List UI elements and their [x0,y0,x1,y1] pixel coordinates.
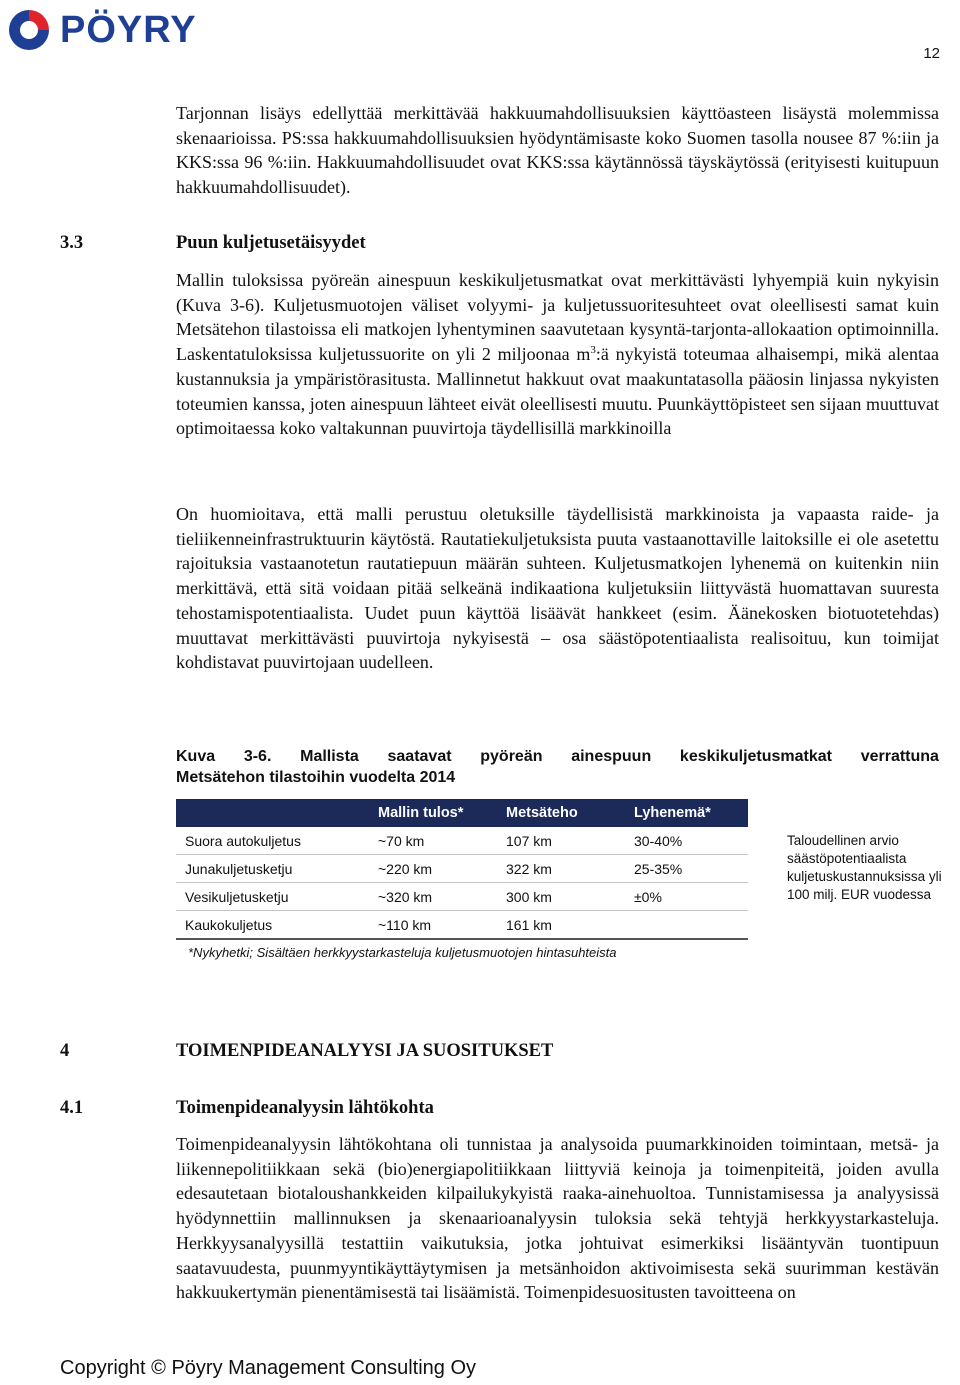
table-footnote: *Nykyhetki; Sisältäen herkkyystarkasteluja kuljetusmuotojen hintasuhteista [188,945,617,960]
caption-word: ainespuun [571,748,652,765]
transport-distance-table [176,799,748,940]
table-row [176,911,748,940]
poyry-logo [4,6,244,54]
caption-word: keskikuljetusmatkat [679,748,832,765]
p1-text-b: :ä nykyistä toteumaa alhaisempi, mikä alentaa kustannuksia ja ympäristörasitusta. Mallinnetut hakkuut ovat maakuntatasolla pääosin linjassa nykyisten toteumien kanssa, joten ainespuun lähteet eivät oleellisesti muutu. Puunkäyttöpisteet sen sijaan muuttuvat optimoitaessa koko valtakunnan puuvirtoja täydellisillä markkinoilla [176,344,939,439]
intro-paragraph: Tarjonnan lisäys edellyttää merkittävää hakkuumahdollisuuksien käyttöasteen lisäystä molemmissa skenaarioissa. PS:ssa hakkuumahdollisuuksien hyödyntämisaste koko Suomen tasolla nousee 87 %:iin ja KKS:ssa 96 %:iin. Hakkuumahdollisuudet ovat KKS:ssa käytännössä täyskäytössä (erityisesti kuitupuun hakkuumahdollisuudet). [176,103,939,198]
note-line: 100 milj. EUR vuodessa [787,887,932,902]
table-cell: ~110 km [378,911,506,940]
savings-note [787,832,960,904]
table-cell: 30-40% [634,827,748,855]
section-number: 3.3 [60,233,84,253]
table-cell: ~320 km [378,883,506,911]
caption-word: pyöreän [480,748,543,765]
table-cell: 107 km [506,827,634,855]
note-line: kuljetuskustannuksissa yli [787,869,942,884]
section-title: Puun kuljetusetäisyydet [176,233,366,253]
note-line: Taloudellinen arvio [787,833,899,848]
table-cell: 300 km [506,883,634,911]
table-cell: Junakuljetusketju [176,855,378,883]
chapter-title: TOIMENPIDEANALYYSI JA SUOSITUKSET [176,1041,554,1061]
table-header-row [176,799,748,827]
chapter-number: 4 [60,1041,70,1061]
table-row [176,827,748,855]
table-row [176,883,748,911]
caption-word: Kuva [176,748,216,765]
table-cell: ~70 km [378,827,506,855]
table-cell: Suora autokuljetus [176,827,378,855]
figure-caption [176,746,939,788]
section-title: Toimenpideanalyysin lähtökohta [176,1098,434,1118]
figure-3-6 [176,799,960,964]
caption-word: 3-6. [243,748,272,765]
table-cell [634,911,748,940]
logo-text: PÖYRY [60,9,197,51]
table-cell: ±0% [634,883,748,911]
section-paragraph-2: On huomioitava, että malli perustuu oletuksille täydellisistä markkinoista ja vapaasta raide- ja tieliikenneinfrastruktuurin käytöstä. Rautatiekuljetuksista puuta vastaanottaville laitoksille ei ole asetettu rajoituksia vastaanotetun rautatiepuun määrän suhteen. Kuljetusmatkojen lyhenemä on kuitenkin niin merkittävä, että sitä voidaan pitää selkeänä indikaationa kuljetuksiin liittyvästä huomattavan suuresta tehostamispotentiaalista. Uudet puun käyttöä lisäävät hankkeet (esim. Äänekosken biotuotetehdas) muuttavat merkittävästi puuvirtoja nykyisestä – osa säästöpotentiaalista realisoituu, kun toimijat kohdistavat puuvirtojaan uudelleen. [176,504,939,673]
footer-copyright: Copyright © Pöyry Management Consulting Oy [60,1357,477,1379]
table-header-cell: Lyhenemä* [634,799,748,827]
caption-word: saatavat [387,748,452,765]
caption-line-2: Metsätehon tilastoihin vuodelta 2014 [176,769,456,786]
table-header-cell: Metsäteho [506,799,634,827]
caption-word: Mallista [300,748,359,765]
table-row [176,855,748,883]
poyry-logo-icon [4,6,54,54]
note-line: säästöpotentiaalista [787,851,907,866]
table-cell: 322 km [506,855,634,883]
p1-superscript: 3 [590,344,596,357]
table-cell: Kaukokuljetus [176,911,378,940]
table-header-cell [176,799,378,827]
page-number: 12 [923,45,940,62]
caption-word: verrattuna [860,748,939,765]
table-cell: Vesikuljetusketju [176,883,378,911]
p1-text-a: Mallin tuloksissa pyöreän ainespuun keskikuljetusmatkat ovat merkittävästi lyhyempiä kuin nykyisin (Kuva 3-6). Kuljetusmuotojen väliset volyymi- ja kuljetussuoritesuhteet ovat oleellisesti samat kuin Metsätehon tilastoissa eli matkojen lyhentyminen saavutetaan kysyntä-tarjonta-allokaation optimoinnilla. Laskentatuloksissa kuljetussuorite on yli 2 miljoonaa m [176,270,939,365]
table-header-cell: Mallin tulos* [378,799,506,827]
table-cell: 25-35% [634,855,748,883]
section-4-1-paragraph: Toimenpideanalyysin lähtökohtana oli tunnistaa ja analysoida puumarkkinoiden toimintaan, metsä- ja liikennepolitiikkaan sekä (bio)energiapolitiikkaan liittyviä keinoja ja toimenpiteitä, joiden avulla edesautetaan biotaloushankkeiden kilpailukykyistä raaka-ainehuoltoa. Tunnistamisessa ja analyysissä hyödynnettiin mallinnuksen ja skenaarioanalyysin tuloksia sekä tehtyjä herkkyystarkasteluja. Herkkyysanalyysillä testattiin vaikutuksia, jotka johtuivat esimerkiksi lisääntyvän tuontipuun saatavuudesta, puunmyyntikäyttäytymisen ja metsänhoidon aktivoimisesta sekä suurimman kestävän hakkuukertymän pienentämisestä tai lisäämistä. Toimenpidesuositusten tavoitteena on [176,1134,939,1303]
section-number: 4.1 [60,1098,84,1118]
table-cell: ~220 km [378,855,506,883]
caption-line-1 [176,746,939,767]
table-cell: 161 km [506,911,634,940]
section-paragraph-1 [176,268,939,441]
